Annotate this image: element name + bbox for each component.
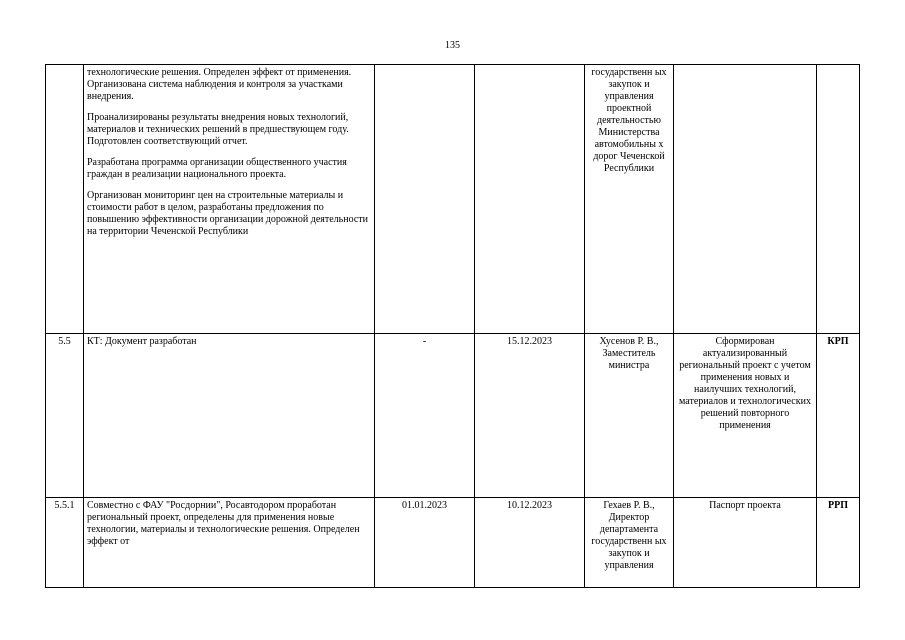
row-number: 5.5 xyxy=(46,334,84,498)
responsible-name: Гехаев Р. В., xyxy=(603,500,655,511)
row-description xyxy=(84,334,375,498)
row-type xyxy=(817,65,860,334)
responsible-position: государственн ых закупок и управления проектной деятельностью Министерства автомобильны х дорог Чеченской Республики xyxy=(591,67,667,174)
row-responsible xyxy=(585,65,674,334)
description-paragraph: КТ: Документ разработан xyxy=(87,336,197,347)
table-row xyxy=(46,65,860,334)
row-number xyxy=(46,65,84,334)
row-description xyxy=(84,498,375,588)
responsible-position: Заместитель министра xyxy=(602,348,656,371)
description-paragraph: Разработана программа организации общественного участия граждан в реализации национального проекта. xyxy=(87,157,347,180)
description-paragraph: Проанализированы результаты внедрения новых технологий, материалов и технических решений в предшествующем году. Подготовлен соответствующий отчет. xyxy=(87,112,349,147)
row-start-date: - xyxy=(375,334,475,498)
row-start-date xyxy=(375,65,475,334)
responsible-position: Директор департамента государственн ых закупок и управления xyxy=(591,512,667,571)
row-start-date: 01.01.2023 xyxy=(375,498,475,588)
row-description xyxy=(84,65,375,334)
plan-table xyxy=(45,64,860,588)
row-end-date: 10.12.2023 xyxy=(475,498,585,588)
description-paragraph: технологические решения. Определен эффект от применения. Организована система наблюдения и контроля за участками внедрения. xyxy=(87,67,352,102)
row-result: Сформирован актуализированный региональный проект с учетом применения новых и наилучших технологий, материалов и технологических решений повторного применения xyxy=(674,334,817,498)
row-end-date xyxy=(475,65,585,334)
row-result: Паспорт проекта xyxy=(674,498,817,588)
row-type: РРП xyxy=(817,498,860,588)
table-row xyxy=(46,334,860,498)
row-end-date: 15.12.2023 xyxy=(475,334,585,498)
row-number: 5.5.1 xyxy=(46,498,84,588)
description-paragraph: Организован мониторинг цен на строительные материалы и стоимости работ в целом, разработаны предложения по повышению эффективности организации дорожной деятельности на территории Чеченской Республики xyxy=(87,190,368,237)
row-result xyxy=(674,65,817,334)
table-row xyxy=(46,498,860,588)
row-responsible xyxy=(585,334,674,498)
row-type: КРП xyxy=(817,334,860,498)
page-number: 135 xyxy=(445,40,460,51)
description-paragraph: Совместно с ФАУ "Росдорнии", Росавтодором проработан региональный проект, определены для применения новые технологии, материалы и технологические решения. Определен эффект от xyxy=(87,500,360,547)
responsible-name: Хусенов Р. В., xyxy=(599,336,659,347)
row-responsible xyxy=(585,498,674,588)
